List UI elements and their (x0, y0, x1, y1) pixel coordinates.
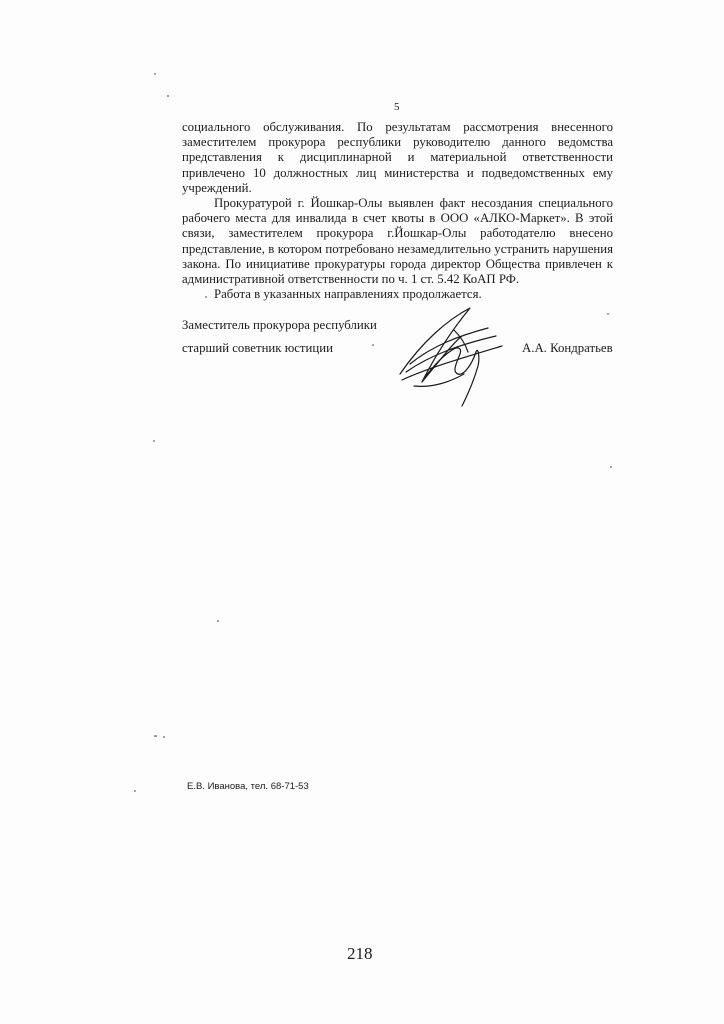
scan-speck (607, 313, 609, 315)
document-body (182, 120, 613, 302)
paragraph-3: Работа в указанных направлениях продолжается. (214, 287, 482, 302)
scan-speck (154, 73, 156, 75)
scan-speck (205, 296, 207, 298)
scan-speck (372, 344, 374, 346)
scan-speck (163, 736, 165, 738)
scan-speck (167, 95, 169, 97)
executor-contact: Е.В. Иванова, тел. 68-71-53 (187, 781, 309, 792)
scan-speck (217, 620, 219, 622)
signatory-position: Заместитель прокурора республики (182, 318, 377, 332)
signatory-name: А.А. Кондратьев (522, 341, 613, 355)
scan-speck (153, 440, 155, 442)
paragraph-2: Прокуратурой г. Йошкар-Олы выявлен факт несоздания специального рабочего места для инвалида в счет квоты в ООО «АЛКО-Маркет». В этой связи, заместителем прокурора г.Йошкар-Олы работодателю внесено представление, в котором потребовано незамедлительно устранить нарушения закона. По инициативе прокуратуры города директор Общества привлечен к административной ответственности по ч. 1 ст. 5.42 КоАП РФ. (182, 196, 613, 287)
handwritten-signature (392, 302, 512, 412)
scan-speck (154, 735, 157, 737)
scan-speck (610, 466, 612, 468)
paragraph-1: социального обслуживания. По результатам рассмотрения внесенного заместителем прокурора республики руководителю данного ведомства представления к дисциплинарной и материальной ответственности привлечено 10 должностных лиц министерства и подведомственных ему учреждений. (182, 120, 613, 195)
scan-speck (134, 790, 136, 792)
page-number-top: 5 (394, 101, 400, 113)
signatory-rank: старший советник юстиции (182, 341, 333, 355)
page-number-bottom: 218 (347, 944, 373, 963)
signature-block (182, 318, 613, 418)
